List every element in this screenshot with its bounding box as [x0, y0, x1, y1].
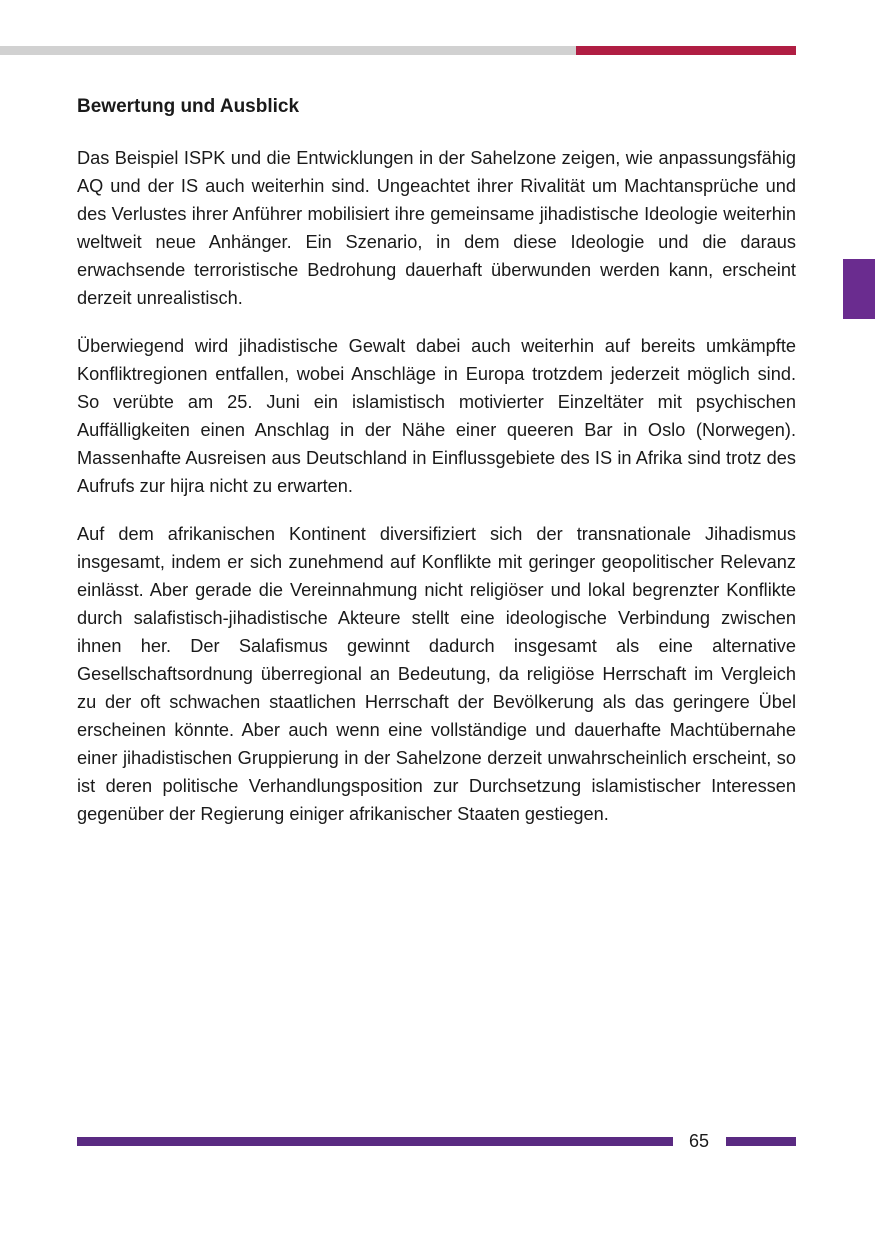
- paragraph-2: Überwiegend wird jihadistische Gewalt dabei auch weiterhin auf bereits umkämpfte Konfliktregionen entfallen, wobei Anschläge in Europa trotzdem jederzeit möglich sind. So verübte am 25. Juni ein islamistisch motivierter Einzeltäter mit psychischen Auffälligkeiten einen Anschlag in der Nähe einer queeren Bar in Oslo (Norwegen). Massenhafte Ausreisen aus Deutschland in Einflussgebiete des IS in Afrika sind trotz des Aufrufs zur hijra nicht zu erwarten.: [77, 336, 796, 496]
- page-body: [77, 94, 796, 848]
- section-heading: Bewertung und Ausblick: [77, 96, 300, 117]
- header-rule-accent: [576, 46, 796, 55]
- footer-rule-left: [77, 1137, 673, 1146]
- footer-rule-right: [726, 1137, 796, 1146]
- paragraph-3: Auf dem afrikanischen Kontinent diversifiziert sich der transnationale Jihadismus insgesamt, indem er sich zunehmend auf Konflikte mit geringer geopolitischer Relevanz einlässt. Aber gerade die Vereinnahmung nicht religiöser und lokal begrenzter Konflikte durch salafistisch-jihadistische Akteure stellt eine ideologische Verbindung zwischen ihnen her. Der Salafismus gewinnt dadurch insgesamt als eine alternative Gesellschaftsordnung überregional an Bedeutung, da religiöse Herrschaft im Vergleich zu der oft schwachen staatlichen Herrschaft der Bevölkerung als das geringere Übel erscheinen könnte. Aber auch wenn eine vollständige und dauerhafte Machtübernahe einer jihadistischen Gruppierung in der Sahelzone derzeit unwahrscheinlich erscheint, so ist deren politische Verhandlungsposition zur Durchsetzung islamistischer Interessen gegenüber der Regierung einiger afrikanischer Staaten gestiegen.: [77, 524, 796, 824]
- header-rule-gray: [0, 46, 576, 55]
- page-number: 65: [688, 1131, 710, 1151]
- chapter-side-tab: [843, 259, 875, 319]
- paragraph-1: Das Beispiel ISPK und die Entwicklungen in der Sahelzone zeigen, wie anpassungsfähig AQ und der IS auch weiterhin sind. Ungeachtet ihrer Rivalität um Machtansprüche und des Verlustes ihrer Anführer mobilisiert ihre gemeinsame jihadistische Ideologie weiterhin weltweit neue Anhänger. Ein Szenario, in dem diese Ideologie und die daraus erwachsende terroristische Bedrohung dauerhaft überwunden werden kann, erscheint derzeit unrealistisch.: [77, 148, 796, 308]
